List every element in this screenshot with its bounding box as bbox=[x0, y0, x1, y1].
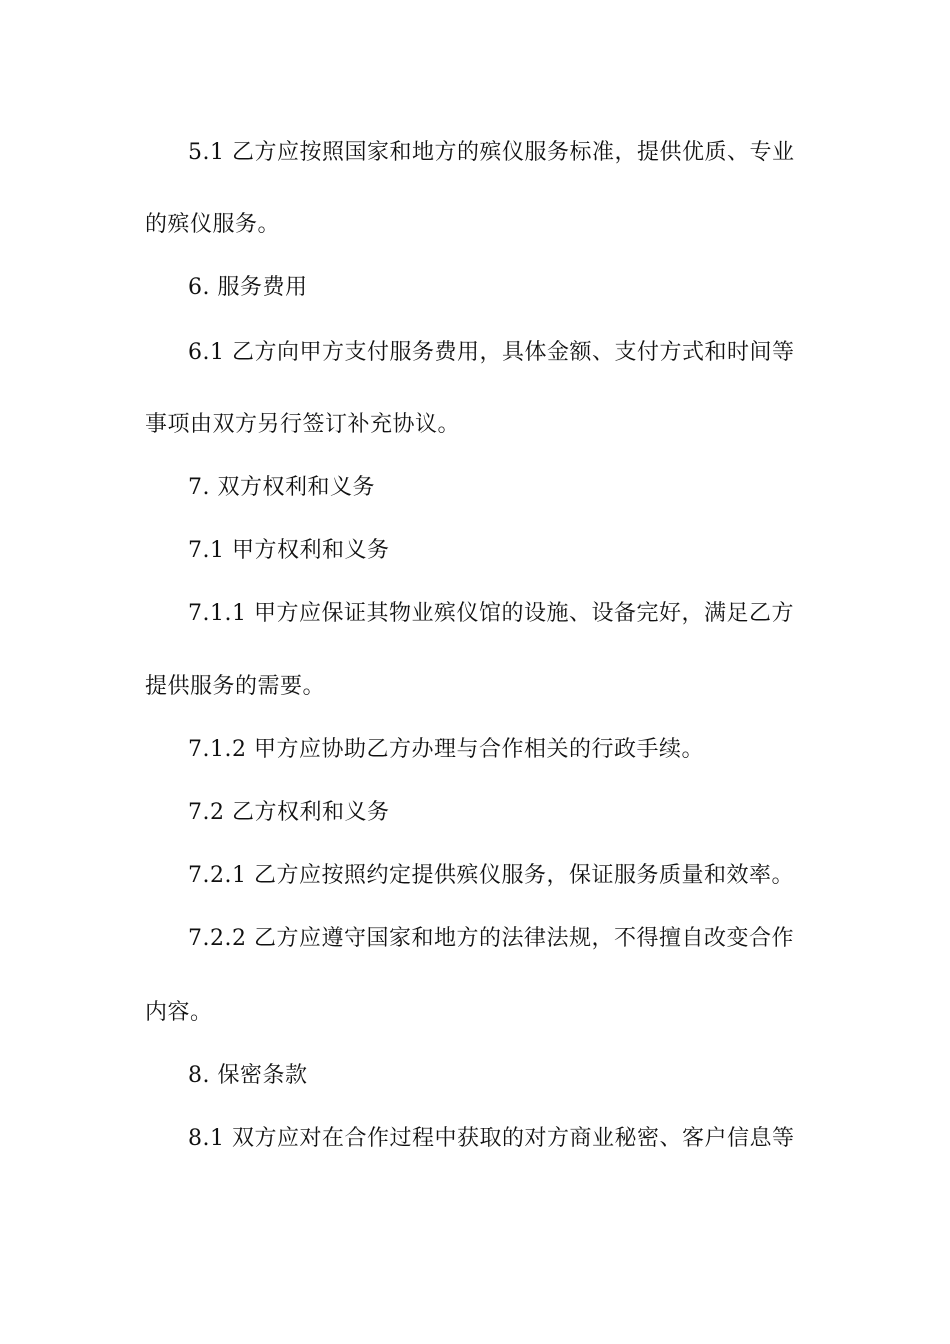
clause-5-1-line-2: 的殡仪服务。 bbox=[145, 212, 281, 237]
clause-6-1-line-2: 事项由双方另行签订补充协议。 bbox=[145, 412, 461, 437]
clause-7-1-1-line-1: 7.1.1 甲方应保证其物业殡仪馆的设施、设备完好，满足乙方 bbox=[188, 601, 794, 626]
clause-7-1-heading: 7.1 甲方权利和义务 bbox=[188, 538, 390, 563]
clause-8-1-line-1: 8.1 双方应对在合作过程中获取的对方商业秘密、客户信息等 bbox=[188, 1126, 795, 1151]
clause-7-2-2-line-2: 内容。 bbox=[145, 1000, 213, 1025]
clause-7-1-1-line-2: 提供服务的需要。 bbox=[145, 674, 326, 699]
section-7-heading: 7. 双方权利和义务 bbox=[188, 475, 375, 500]
clause-7-2-2-line-1: 7.2.2 乙方应遵守国家和地方的法律法规，不得擅自改变合作 bbox=[188, 926, 794, 951]
clause-7-2-heading: 7.2 乙方权利和义务 bbox=[188, 800, 390, 825]
clause-7-1-2: 7.1.2 甲方应协助乙方办理与合作相关的行政手续。 bbox=[188, 737, 704, 762]
section-8-heading: 8. 保密条款 bbox=[188, 1063, 308, 1088]
clause-6-1-line-1: 6.1 乙方向甲方支付服务费用，具体金额、支付方式和时间等 bbox=[188, 340, 795, 365]
section-6-heading: 6. 服务费用 bbox=[188, 275, 308, 300]
clause-7-2-1: 7.2.1 乙方应按照约定提供殡仪服务，保证服务质量和效率。 bbox=[188, 863, 794, 888]
clause-5-1-line-1: 5.1 乙方应按照国家和地方的殡仪服务标准，提供优质、专业 bbox=[188, 140, 795, 165]
